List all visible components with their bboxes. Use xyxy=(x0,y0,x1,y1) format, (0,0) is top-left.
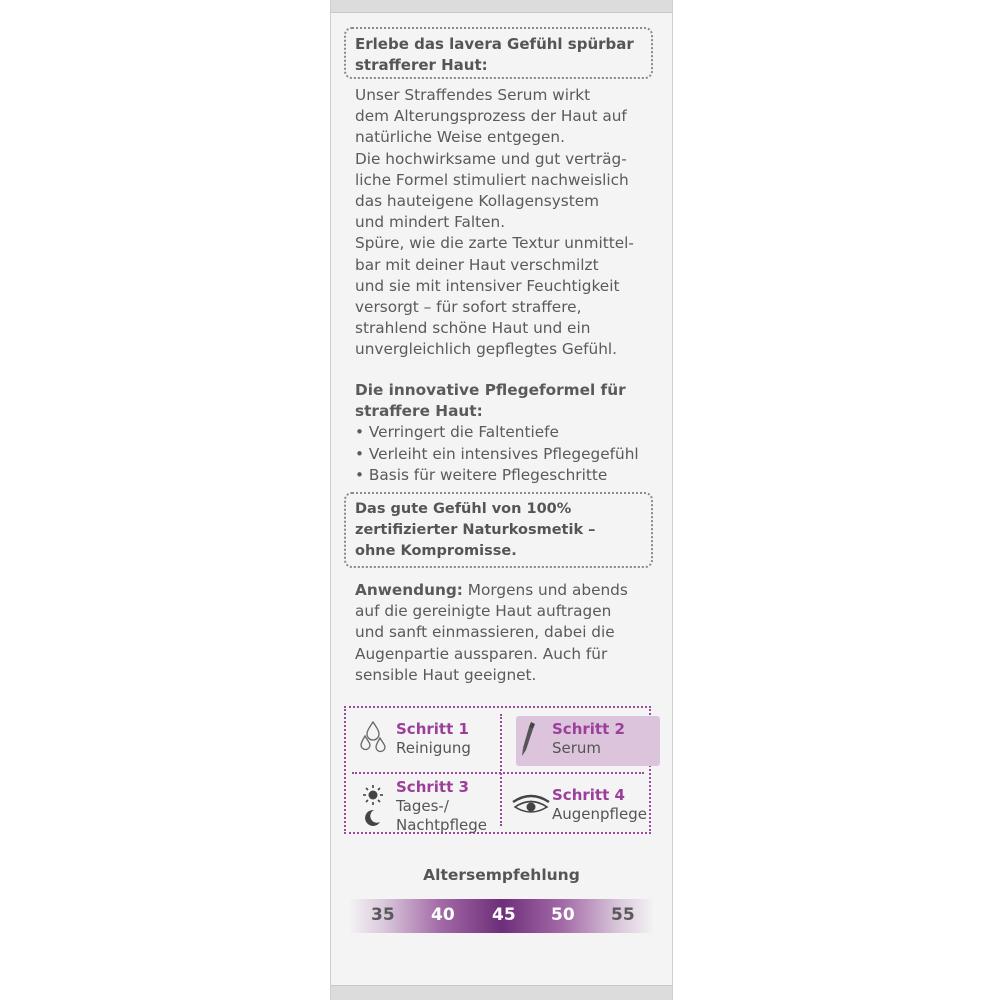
packaging-back-panel xyxy=(330,0,673,1000)
description-line: und sie mit intensiver Feuchtigkeit xyxy=(355,276,620,295)
step-3-desc-2: Nachtpflege xyxy=(396,816,487,834)
step-1 xyxy=(396,720,471,758)
description-line: natürliche Weise entgegen. xyxy=(355,128,565,147)
age-50: 50 xyxy=(551,905,575,925)
age-55: 55 xyxy=(611,905,635,925)
natural-line-2: zertifizierter Naturkosmetik – xyxy=(355,522,596,538)
eye-icon xyxy=(510,792,552,818)
care-steps-grid xyxy=(344,706,651,834)
step-4-title: Schritt 4 xyxy=(552,786,625,804)
intro-line-1: Erlebe das lavera Gefühl spürbar xyxy=(355,35,634,53)
usage-label: Anwendung: xyxy=(355,581,463,599)
age-recommendation-title: Altersempfehlung xyxy=(423,866,580,884)
usage-line: auf die gereinigte Haut auftragen xyxy=(355,602,612,621)
intro-line-2: strafferer Haut: xyxy=(355,56,488,74)
grid-divider-horizontal xyxy=(352,772,644,774)
sun-moon-icon xyxy=(360,784,386,828)
age-35: 35 xyxy=(371,905,395,925)
step-4 xyxy=(552,786,647,824)
natural-line-3: ohne Kompromisse. xyxy=(355,543,517,559)
bottom-edge xyxy=(331,985,672,1000)
description-line: Unser Straffendes Serum wirkt xyxy=(355,86,591,104)
natural-line-1: Das gute Gefühl von 100% xyxy=(355,501,572,517)
benefits-heading: straffere Haut: xyxy=(355,402,483,421)
age-45: 45 xyxy=(492,905,516,925)
step-1-desc: Reinigung xyxy=(396,739,471,757)
description-line: Spüre, wie die zarte Textur unmittel- xyxy=(355,234,634,253)
step-3 xyxy=(396,778,487,835)
usage-line: Augenpartie aussparen. Auch für xyxy=(355,644,608,663)
step-2 xyxy=(552,720,625,758)
step-3-title: Schritt 3 xyxy=(396,778,469,796)
description-line: das hauteigene Kollagensystem xyxy=(355,192,600,211)
top-edge xyxy=(331,0,672,13)
usage xyxy=(355,580,628,686)
step-2-title: Schritt 2 xyxy=(552,720,625,738)
pipette-icon xyxy=(518,720,538,758)
description-line: und mindert Falten. xyxy=(355,213,506,232)
description-line: strahlend schöne Haut und ein xyxy=(355,319,591,338)
step-4-desc: Augenpflege xyxy=(552,805,647,823)
step-1-title: Schritt 1 xyxy=(396,720,469,738)
description-line: dem Alterungsprozess der Haut auf xyxy=(355,107,627,126)
drops-icon xyxy=(358,720,388,754)
description-line: Die hochwirksame und gut verträg- xyxy=(355,149,627,168)
age-40: 40 xyxy=(431,905,455,925)
intro-box xyxy=(344,27,653,79)
description xyxy=(355,85,634,361)
usage-line-1-text: Morgens und abends xyxy=(462,581,628,599)
description-line: bar mit deiner Haut verschmilzt xyxy=(355,255,599,274)
step-3-desc-1: Tages-/ xyxy=(396,797,449,815)
benefit-item: • Verringert die Faltentiefe xyxy=(355,423,559,442)
benefit-item: • Basis für weitere Pflegeschritte xyxy=(355,465,608,484)
benefit-item: • Verleiht ein intensives Pflegegefühl xyxy=(355,444,639,463)
benefits xyxy=(355,380,639,486)
benefits-heading: Die innovative Pflegeformel für xyxy=(355,381,626,399)
usage-line: sensible Haut geeignet. xyxy=(355,665,537,684)
step-2-desc: Serum xyxy=(552,739,602,757)
grid-divider-vertical xyxy=(500,714,502,826)
usage-line-1 xyxy=(355,580,628,601)
description-line: unvergleichlich gepflegtes Gefühl. xyxy=(355,340,618,359)
description-line: versorgt – für sofort straffere, xyxy=(355,298,582,317)
usage-line: und sanft einmassieren, dabei die xyxy=(355,623,615,642)
description-line: liche Formel stimuliert nachweislich xyxy=(355,170,629,189)
natural-cosmetics-box xyxy=(344,492,653,568)
